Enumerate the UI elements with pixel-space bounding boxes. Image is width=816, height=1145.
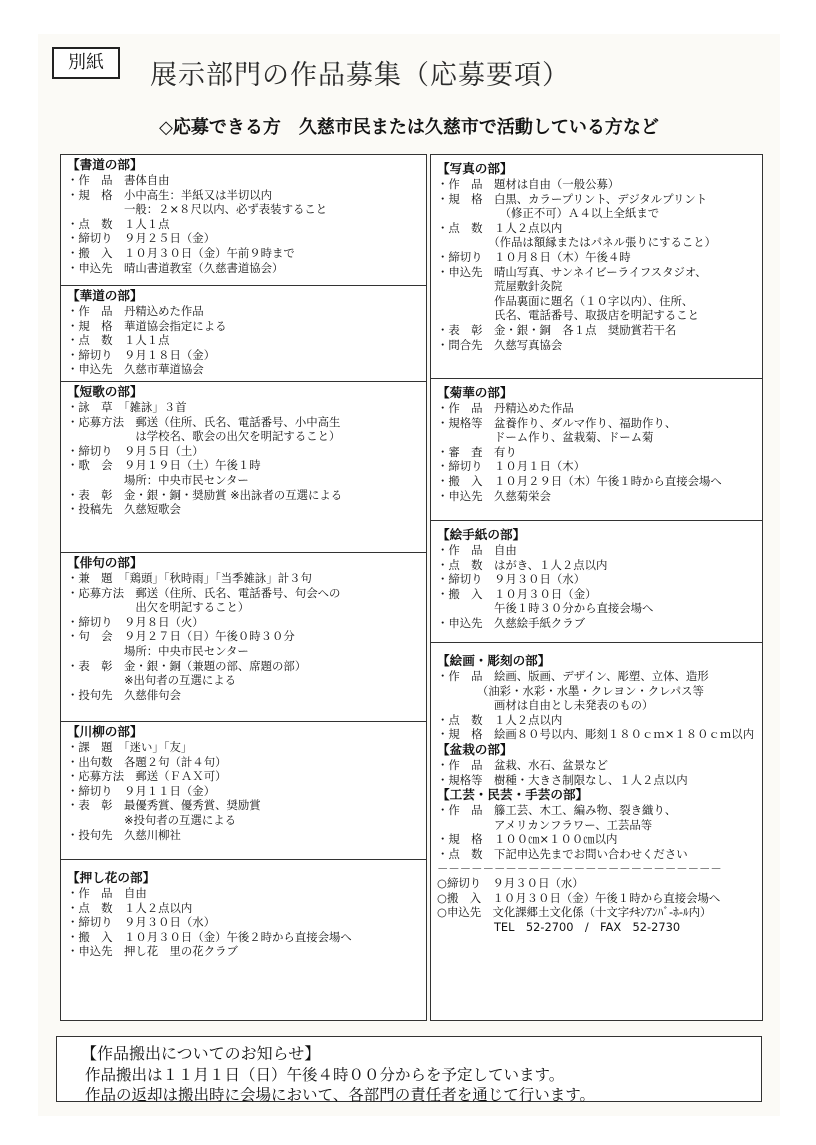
section-line: ・表 彰 金・銀・銅 各１点 奨励賞若干名 (437, 322, 677, 337)
section-line: ・締切り ９月５日（土） (67, 443, 204, 458)
document-page (38, 34, 780, 1116)
section-line: 一般：２×８尺以内、必ず表装すること (67, 202, 328, 217)
page-title: 展示部門の作品募集（応募要項） (150, 60, 570, 91)
section-line: ○申込先 文化課郷土文化係（十文字ﾁｷﾝｱﾝﾊﾞ-ﾎ-ﾙ内） (437, 905, 712, 920)
section-line: ・締切り ９月２５日（金） (67, 231, 216, 246)
section-line: ・兼 題 「鶏頭」「秋時雨」「当季雑詠」計３句 (67, 571, 312, 585)
appendix-tag: 別紙 (52, 47, 120, 79)
section-line: ・締切り ９月３０日（水） (67, 915, 216, 930)
section-line: 場所：中央市民センター (67, 472, 249, 487)
section-line: ・点 数 下記申込先までお問い合わせください (437, 846, 688, 861)
section-line: ・規 格 白黒、カラープリント、デジタルプリント (437, 191, 708, 206)
section-line: ・締切り ９月１１日（金） (67, 783, 216, 798)
section-line: ・規 格 絵画８０号以内、彫刻１８０ｃｍ×１８０ｃｍ以内 (437, 727, 755, 742)
section-line: 作品裏面に題名（１０字以内）、住所、 (437, 293, 694, 308)
section-line: ・出句数 各題２句（計４句） (67, 754, 227, 769)
painting-block (437, 653, 757, 742)
section-line: ・作 品 籐工芸、木工、編み物、裂き織り、 (437, 803, 677, 818)
section-chrysanthemum (431, 378, 762, 520)
section-heading: 【写真の部】 (437, 161, 513, 176)
left-column (60, 154, 427, 1021)
section-line: ・作 品 書体自由 (67, 173, 170, 187)
section-line: ・申込先 晴山書道教室（久慈書道協会） (67, 260, 284, 275)
section-line: ・点 数 １人１点 (67, 216, 170, 231)
section-heading: 【川柳の部】 (67, 724, 143, 739)
section-line: ・応募方法 郵送（ＦＡＸ可） (67, 769, 227, 784)
section-line: ・応募方法 郵送（住所、氏名、電話番号、小中高生 (67, 414, 341, 429)
section-line: ・表 彰 金・銀・銅（兼題の部、席題の部） (67, 658, 307, 673)
section-painting-sculpture (431, 642, 762, 1020)
section-line: （作品は額縁またはパネル張りにすること） (437, 235, 717, 250)
section-line: ・詠 草 「雑詠」３首 (67, 400, 187, 414)
section-line: ・搬 入 １０月２９日（木）午後１時から直接会場へ (437, 473, 722, 488)
section-line: ・締切り ９月８日（火） (67, 614, 204, 629)
section-line: ・句 会 ９月２７日（日）午後０時３０分 (67, 629, 295, 644)
notice-line: 作品搬出は１１月１日（日）午後４時００分からを予定しています。 (85, 1066, 565, 1084)
section-heading: 【書道の部】 (67, 157, 143, 172)
section-line: ・作 品 絵画、版画、デザイン、彫塑、立体、造形 (437, 669, 709, 683)
section-line: ・申込先 久慈菊栄会 (437, 488, 551, 503)
section-line: ・締切り １０月８日（木）午後４時 (437, 249, 631, 264)
section-line: ・作 品 丹精込めた作品 (437, 401, 574, 415)
section-line: ・作 品 丹精込めた作品 (67, 304, 204, 318)
notice-line: 作品の返却は搬出時に会場において、各部門の責任者を通じて行います。 (85, 1086, 595, 1104)
section-ikebana (61, 285, 426, 381)
section-line: ・点 数 １人１点 (67, 333, 170, 348)
section-line: （修正不可）Ａ４以上全紙まで (437, 206, 660, 221)
section-line: 午後１時３０分から直接会場へ (437, 601, 654, 616)
pickup-notice (56, 1036, 762, 1102)
section-haiku (61, 552, 426, 721)
section-senryu (61, 721, 426, 859)
section-line: ・投句先 久慈俳句会 (67, 687, 181, 702)
section-line: 出欠を明記すること） (67, 600, 250, 615)
section-heading: 【盆栽の部】 (437, 741, 513, 757)
section-calligraphy (61, 155, 426, 285)
section-line: ・投句先 久慈川柳社 (67, 827, 181, 842)
section-heading: 【絵画・彫刻の部】 (437, 653, 551, 668)
section-heading: 【押し花の部】 (67, 870, 156, 885)
crafts-block (437, 787, 757, 861)
section-line: ドーム作り、盆栽菊、ドーム菊 (437, 430, 654, 445)
section-line: ・作 品 自由 (437, 543, 517, 557)
section-heading: 【華道の部】 (67, 288, 143, 303)
section-line: ・搬 入 １０月３０日（金）午前９時まで (67, 245, 295, 260)
section-line: ・応募方法 郵送（住所、氏名、電話番号、句会への (67, 585, 341, 600)
section-line: ○締切り ９月３０日（水） (437, 876, 584, 891)
section-line: ・投稿先 久慈短歌会 (67, 502, 181, 517)
section-line: ※出句者の互選による (67, 673, 237, 688)
section-line: ・規格等 盆養作り、ダルマ作り、福助作り、 (437, 415, 677, 430)
section-line: ・問合先 久慈写真協会 (437, 337, 563, 352)
section-line: ・点 数 １人２点以内 (437, 220, 563, 235)
section-line: ・申込先 久慈市華道協会 (67, 362, 204, 377)
section-tanka (61, 381, 426, 552)
section-line: 場所：中央市民センター (67, 643, 249, 658)
section-heading: 【俳句の部】 (67, 555, 143, 570)
section-line: ・規 格 １００㎝×１００㎝以内 (437, 832, 618, 847)
section-line: ・点 数 １人２点以内 (437, 712, 563, 727)
section-line: ・締切り １０月１日（木） (437, 459, 586, 474)
section-line: ・表 彰 最優秀賞、優秀賞、奨励賞 (67, 798, 261, 813)
section-heading: 【短歌の部】 (67, 384, 143, 399)
section-line: ・締切り ９月１８日（金） (67, 347, 216, 362)
notice-heading: 【作品搬出についてのお知らせ】 (81, 1044, 321, 1063)
section-photo (431, 155, 762, 378)
section-line: ・点 数 はがき、１人２点以内 (437, 557, 608, 572)
section-line: ・締切り ９月３０日（水） (437, 572, 586, 587)
section-line: ・点 数 １人２点以内 (67, 900, 193, 915)
section-line: アメリカンフラワー、工芸品等 (437, 817, 653, 832)
section-line: ・歌 会 ９月１９日（土）午後１時 (67, 458, 261, 473)
section-line: ○搬 入 １０月３０日（金）午後１時から直接会場へ (437, 890, 721, 905)
section-line: ・規 格 小中高生：半紙又は半切以内 (67, 187, 273, 202)
section-line: （油彩・水彩・水墨・クレヨン・クレパス等 (437, 683, 704, 698)
section-heading: 【菊華の部】 (437, 385, 513, 400)
section-line: ・審 査 有り (437, 444, 517, 459)
section-line: 画材は自由とし未発表のもの） (437, 698, 654, 713)
divider-line: －－－－－－－－－－－－－－－－－－－－－－－－－ (437, 861, 722, 876)
section-line: ・規 格 華道協会指定による (67, 318, 227, 333)
section-line: 氏名、電話番号、取扱店を明記すること (437, 308, 699, 323)
section-line: は学校名、歌会の出欠を明記すること） (67, 429, 341, 444)
section-line: ・申込先 押し花 里の花クラブ (67, 944, 238, 959)
section-line: ・申込先 久慈絵手紙クラブ (437, 615, 586, 630)
section-heading: 【絵手紙の部】 (437, 527, 526, 542)
section-line: ※投句者の互選による (67, 812, 237, 827)
section-etegami (431, 520, 762, 642)
section-line: TEL 52-2700 / FAX 52-2730 (437, 919, 681, 934)
section-line: 荒屋敷針灸院 (437, 279, 563, 294)
bonsai-block (437, 742, 757, 787)
section-heading: 【工芸・民芸・手芸の部】 (437, 787, 589, 803)
right-column (430, 154, 763, 1021)
section-pressed-flower (61, 859, 426, 1020)
section-line: ・申込先 晴山写真、サンネイビーライフスタジオ、 (437, 264, 707, 279)
section-line: ・作 品 自由 (67, 886, 147, 900)
section-line: ・表 彰 金・銀・銅・奨励賞 ※出詠者の互選による (67, 487, 343, 502)
section-line: ・作 品 題材は自由（一般公募） (437, 177, 620, 191)
section-line: ・課 題 「迷い」「友」 (67, 740, 193, 754)
section-line: ・搬 入 １０月３０日（金） (437, 586, 597, 601)
section-line: ・規格等 樹種・大きさ制限なし、１人２点以内 (437, 772, 688, 787)
section-line: ・作 品 盆栽、水石、盆景など (437, 757, 608, 772)
eligibility-line: ◇応募できる方 久慈市民または久慈市で活動している方など (159, 117, 659, 138)
common-info-block (437, 876, 757, 934)
section-line: ・搬 入 １０月３０日（金）午後２時から直接会場へ (67, 929, 352, 944)
